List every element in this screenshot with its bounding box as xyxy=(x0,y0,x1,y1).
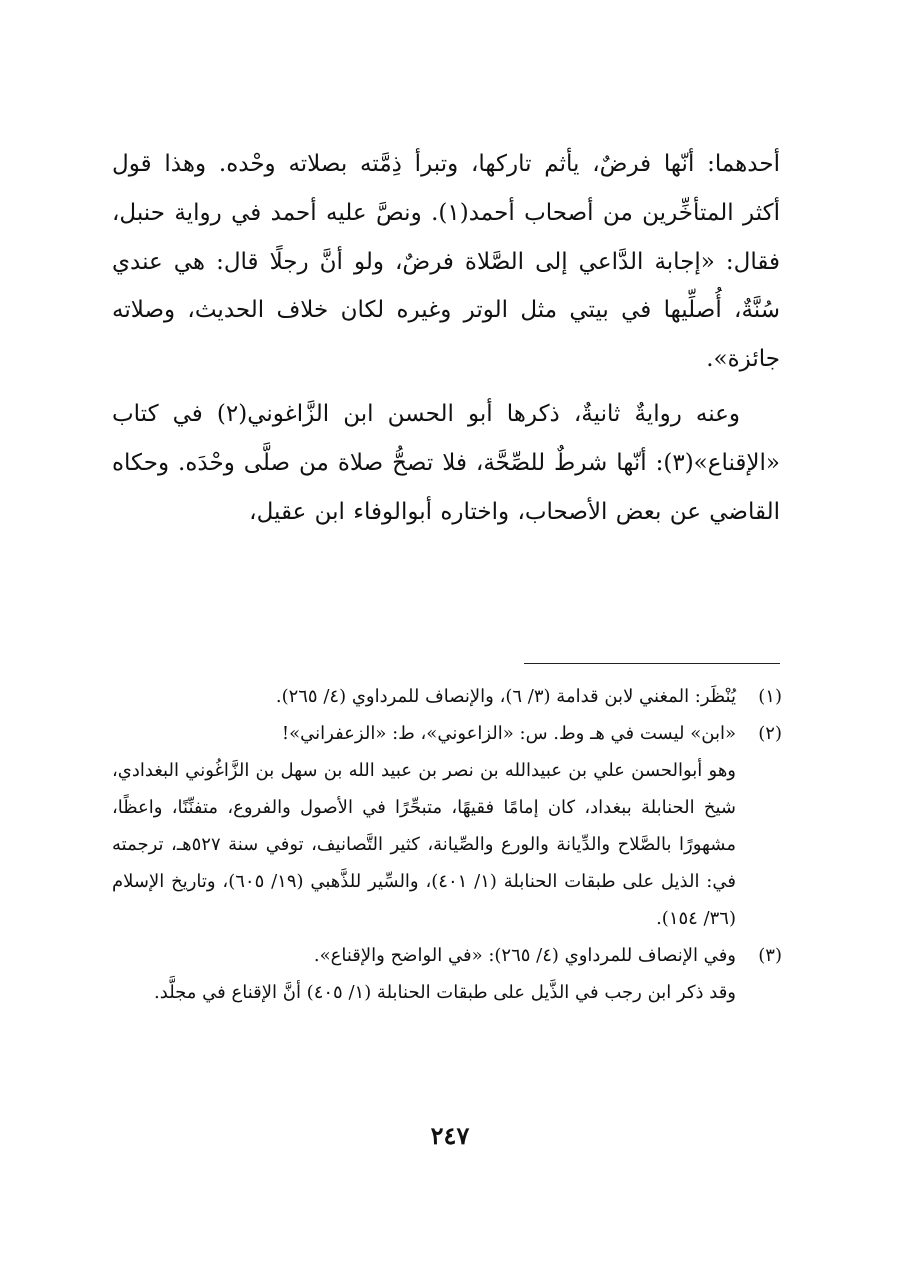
footnote-3 xyxy=(112,937,782,1011)
footnote-ref-1: (١) xyxy=(438,199,469,226)
paragraph-1-text-a: أحدهما: أنّها فرضٌ، يأثم تاركها، وتبرأ ذِمَّته بصلاته وحْده. وهذا قول أكثر المتأخِّرين من أصحاب أحمد xyxy=(112,151,780,226)
footnote-ref-2: (٢) xyxy=(216,400,248,427)
footnote-body xyxy=(112,678,736,715)
paragraph-2-text-a: وعنه روايةٌ ثانيةٌ، ذكرها أبو الحسن ابن الزَّاغوني xyxy=(247,400,740,427)
footnote-line: وهو أبوالحسن علي بن عبيدالله بن نصر بن عبيد الله بن سهل بن الزَّاغُوني البغدادي، شيخ الحنابلة ببغداد، كان إمامًا فقيهًا، متبحِّرًا في الأصول والفروع، متفنِّنًا، واعظًا، مشهورًا بالصَّلاح والدِّيانة والورع والصِّيانة، كثير التَّصانيف، توفي سنة ٥٢٧هـ، ترجمته في: الذيل على طبقات الحنابلة (١/ ٤٠١)، والسِّير للذَّهبي (١٩/ ٦٠٥)، وتاريخ الإسلام (٣٦/ ١٥٤). xyxy=(112,760,736,929)
paragraph-2-text-b: في كتاب «الإقناع» xyxy=(112,400,780,476)
page-number: ٢٤٧ xyxy=(430,1121,470,1150)
footnote-1 xyxy=(112,678,782,715)
paragraph-1-text-b: . ونصَّ عليه أحمد في رواية حنبل، فقال: «إجابة الدَّاعي إلى الصَّلاة فرضٌ، ولو أنَّ رجلًا قال: هي عندي سُنَّةٌ، أُصلِّيها في بيتي مثل الوتر وغيره لكان خلاف الحديث، وصلاته جائزة». xyxy=(112,199,780,373)
main-text xyxy=(112,140,780,536)
footnote-body xyxy=(112,937,736,1011)
footnote-divider xyxy=(524,663,780,664)
footnote-line: وقد ذكر ابن رجب في الذَّيل على طبقات الحنابلة (١/ ٤٠٥) أنَّ الإقناع في مجلَّد. xyxy=(154,982,736,1003)
footnote-body xyxy=(112,715,736,937)
paragraph-2 xyxy=(112,390,780,536)
footnote-number: (١) xyxy=(758,686,782,707)
footnotes xyxy=(112,678,782,1011)
footnote-ref-3: (٣) xyxy=(663,449,694,476)
footnote-2 xyxy=(112,715,782,937)
footnote-line: وفي الإنصاف للمرداوي (٤/ ٢٦٥): «في الواضح والإقناع». xyxy=(313,945,736,966)
paragraph-2-text-c: : أنّها شرطٌ للصِّحَّة، فلا تصحُّ صلاة من صلَّى وحْدَه. وحكاه القاضي عن بعض الأصحاب، واختاره أبوالوفاء ابن عقيل، xyxy=(112,449,780,525)
footnote-number: (٣) xyxy=(758,945,782,966)
footnote-line: «ابن» ليست في هـ وط. س: «الزاعوني»، ط: «الزعفراني»! xyxy=(281,723,736,744)
paragraph-1 xyxy=(112,140,780,384)
footnote-line: يُنْظَر: المغني لابن قدامة (٣/ ٦)، والإنصاف للمرداوي (٤/ ٢٦٥). xyxy=(275,686,736,707)
footnote-number: (٢) xyxy=(758,723,782,744)
